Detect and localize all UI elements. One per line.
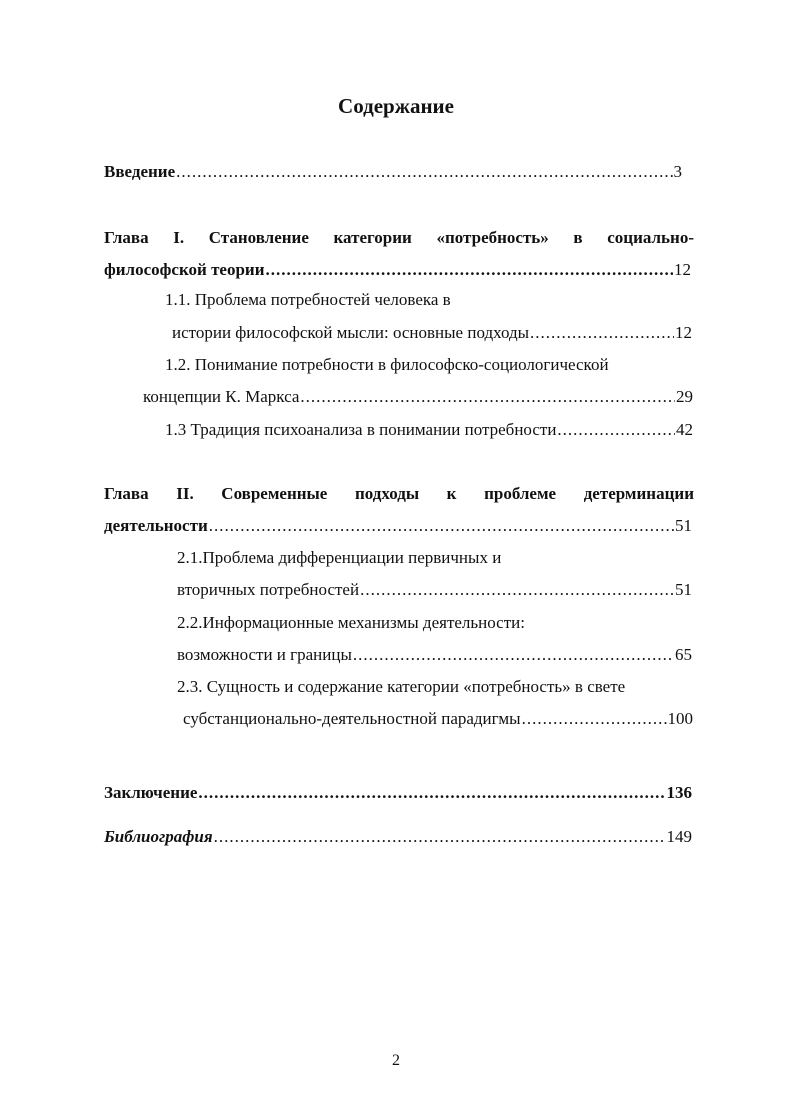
toc-section-2-1-line1[interactable]: 2.1.Проблема дифференциации первичных и	[177, 548, 502, 567]
toc-leader-dots	[353, 643, 674, 667]
toc-entry-label: философской теории	[104, 260, 265, 279]
toc-page-number: 42	[676, 420, 693, 439]
toc-entry-label: Введение	[104, 162, 176, 181]
toc-page-number: 12	[675, 323, 692, 342]
toc-entry-section-1-1[interactable]	[172, 321, 692, 345]
toc-page-number: 65	[675, 645, 692, 664]
toc-entry-chapter2[interactable]	[104, 514, 692, 538]
toc-leader-dots	[214, 825, 666, 849]
toc-page-number: 136	[666, 783, 692, 802]
toc-entry-label: Заключение	[104, 783, 198, 802]
toc-page-number: 3	[673, 162, 682, 181]
toc-entry-section-1-2[interactable]	[143, 385, 693, 409]
toc-leader-dots	[209, 514, 674, 538]
toc-chapter2-heading-line1[interactable]: Глава II. Современные подходы к проблеме детерминации	[104, 484, 694, 503]
toc-section-1-2-line1[interactable]: 1.2. Понимание потребности в философско-социологической	[165, 355, 609, 374]
toc-entry-chapter1[interactable]	[104, 258, 691, 282]
toc-entry-section-2-3[interactable]	[183, 707, 693, 731]
page-number: 2	[392, 1052, 400, 1069]
toc-entry-label: деятельности	[104, 516, 208, 535]
toc-entry-label: субстанционально-деятельностной парадигмы	[183, 709, 521, 728]
toc-leader-dots	[176, 160, 672, 184]
toc-page-number: 100	[667, 709, 693, 728]
toc-section-2-2-line1[interactable]: 2.2.Информационные механизмы деятельности:	[177, 613, 525, 632]
page-title: Содержание	[338, 94, 454, 118]
toc-chapter1-heading-line1[interactable]: Глава I. Становление категории «потребность» в социально-	[104, 228, 694, 247]
toc-page-number: 149	[666, 827, 692, 846]
toc-entry-label: концепции К. Маркса	[143, 387, 300, 406]
toc-leader-dots	[198, 781, 665, 805]
toc-page-number: 12	[674, 260, 691, 279]
toc-page-number: 29	[676, 387, 693, 406]
toc-entry-label: возможности и границы	[177, 645, 352, 664]
toc-entry-bibliography[interactable]	[104, 825, 692, 849]
toc-entry-label: Библиография	[104, 827, 213, 846]
toc-leader-dots	[522, 707, 667, 731]
toc-leader-dots	[300, 385, 675, 409]
toc-entry-label: истории философской мысли: основные подходы	[172, 323, 530, 342]
toc-entry-section-2-2[interactable]	[177, 643, 692, 667]
toc-section-1-1-line1[interactable]: 1.1. Проблема потребностей человека в	[165, 290, 451, 309]
toc-leader-dots	[360, 578, 674, 602]
toc-page-number: 51	[675, 580, 692, 599]
toc-entry-section-1-3[interactable]	[165, 418, 693, 442]
toc-entry-label: 1.3 Традиция психоанализа в понимании потребности	[165, 420, 557, 439]
toc-leader-dots	[557, 418, 675, 442]
toc-entry-label: вторичных потребностей	[177, 580, 360, 599]
toc-page-number: 51	[675, 516, 692, 535]
toc-leader-dots	[530, 321, 674, 345]
toc-entry-section-2-1[interactable]	[177, 578, 692, 602]
toc-entry-conclusion[interactable]	[104, 781, 692, 805]
toc-leader-dots	[266, 258, 673, 282]
toc-entry-introduction[interactable]	[104, 160, 682, 184]
toc-section-2-3-line1[interactable]: 2.3. Сущность и содержание категории «потребность» в свете	[177, 677, 626, 696]
